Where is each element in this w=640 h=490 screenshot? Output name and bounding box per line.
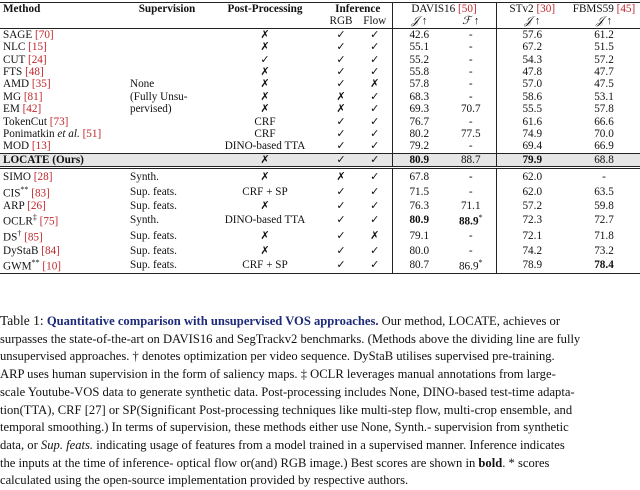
stv2-j-cell: 79.9 bbox=[496, 153, 568, 167]
rgb-cell: ✓ bbox=[336, 53, 346, 66]
davis-f-cell bbox=[446, 212, 496, 228]
fbms-j-cell: 59.8 bbox=[594, 199, 614, 212]
flow-cell: ✓ bbox=[358, 257, 392, 274]
method-name: CIS bbox=[3, 187, 21, 200]
method-mark: ‡ bbox=[32, 213, 37, 223]
davis-f-cell bbox=[446, 28, 496, 41]
davis-j-cell: 57.8 bbox=[392, 78, 446, 90]
header-davis-f: ℱ ↑ bbox=[462, 15, 480, 28]
table-row bbox=[0, 200, 640, 212]
davis-j-cell: 80.9 bbox=[392, 153, 446, 167]
post-processing-cell: CRF + SP bbox=[206, 257, 324, 274]
stv2-j-cell: 57.2 bbox=[496, 200, 568, 212]
stv2-j-cell: 55.5 bbox=[496, 103, 568, 115]
post-processing-cell: CRF bbox=[254, 128, 276, 141]
method-name: GWM bbox=[3, 260, 32, 273]
stv2-j-cell: 72.1 bbox=[496, 228, 568, 244]
stv2-j-cell: 57.0 bbox=[496, 78, 568, 90]
rgb-cell: ✓ bbox=[336, 230, 346, 243]
supervised-rows bbox=[0, 168, 640, 274]
davis-f-value: - bbox=[468, 28, 473, 41]
method-cell bbox=[0, 228, 128, 244]
header-flow: Flow bbox=[363, 15, 387, 28]
davis-f-value: - bbox=[468, 171, 473, 184]
method-cell bbox=[0, 54, 128, 66]
davis-f-value: - bbox=[468, 140, 473, 153]
method-name: SIMO bbox=[3, 171, 31, 184]
flow-cell: ✓ bbox=[370, 115, 380, 128]
stv2-j-cell: 58.6 bbox=[496, 91, 568, 103]
fbms-j-cell: 78.4 bbox=[568, 257, 640, 274]
method-cell bbox=[0, 66, 128, 78]
table-row bbox=[0, 228, 640, 244]
method-cell bbox=[0, 245, 128, 257]
post-processing-cell: ✗ bbox=[260, 78, 270, 91]
fbms-j-cell: 47.5 bbox=[594, 78, 614, 91]
stv2-j-cell: 69.4 bbox=[496, 140, 568, 153]
fbms-j-cell: 51.5 bbox=[594, 41, 614, 54]
unsupervised-rows bbox=[0, 28, 640, 153]
table-row bbox=[0, 41, 640, 53]
stv2-j-cell: 67.2 bbox=[496, 41, 568, 53]
table-row bbox=[0, 78, 640, 90]
davis-f-cell bbox=[446, 245, 496, 257]
method-name: LOCATE (Ours) bbox=[3, 153, 84, 166]
header-davis: DAVIS16 [50] bbox=[392, 3, 496, 16]
supervision-cell: Synth. bbox=[130, 214, 159, 227]
post-processing-cell: CRF bbox=[254, 115, 276, 128]
flow-cell: ✓ bbox=[370, 53, 380, 66]
supervision-cell: (Fully Unsu- bbox=[130, 90, 188, 103]
davis-j-cell: 76.3 bbox=[392, 200, 446, 212]
rgb-cell: ✓ bbox=[336, 115, 346, 128]
table-row bbox=[0, 103, 640, 115]
post-processing-cell: ✗ bbox=[260, 28, 270, 41]
supervision-cell: None bbox=[130, 78, 155, 91]
davis-f-cell bbox=[446, 128, 496, 140]
method-name: DyStaB bbox=[3, 244, 39, 257]
post-processing-cell: DINO-based TTA bbox=[224, 214, 306, 227]
method-name: OCLR bbox=[3, 215, 33, 228]
method-ref: [85] bbox=[24, 232, 43, 245]
stv2-j-cell: 57.6 bbox=[496, 28, 568, 41]
method-cell bbox=[0, 91, 128, 103]
header-inference: Inference bbox=[335, 3, 381, 15]
fbms-j-cell: 68.8 bbox=[568, 153, 640, 167]
caption-line-7: temporal smoothing.) In terms of supervision, these methods either use None, Synth.- supervision from synthetic bbox=[0, 420, 569, 435]
davis-j-cell: 80.9 bbox=[392, 212, 446, 228]
stv2-j-cell: 72.3 bbox=[496, 212, 568, 228]
davis-f-value: - bbox=[468, 230, 473, 243]
rgb-cell: ✓ bbox=[336, 28, 346, 41]
post-processing-cell: ✗ bbox=[206, 168, 324, 184]
post-processing-cell: ✗ bbox=[260, 244, 270, 257]
davis-j-cell: 69.3 bbox=[392, 103, 446, 115]
method-mark: ** bbox=[31, 257, 40, 267]
method-ref: [48] bbox=[25, 66, 44, 79]
rgb-cell: ✓ bbox=[336, 78, 346, 91]
rgb-cell: ✗ bbox=[324, 168, 358, 184]
flow-cell: ✓ bbox=[370, 128, 380, 141]
method-ref: [84] bbox=[41, 244, 60, 257]
method-cell bbox=[0, 140, 128, 153]
supervision-cell: Sup. feats. bbox=[128, 257, 206, 274]
fbms-j-cell: 57.8 bbox=[594, 103, 614, 116]
davis-f-value: 71.1 bbox=[460, 199, 481, 212]
table-row bbox=[0, 168, 640, 184]
davis-f-cell bbox=[446, 41, 496, 53]
post-processing-cell: ✗ bbox=[260, 90, 270, 103]
caption-line-1: Table 1: Quantitative comparison with unsupervised VOS approaches. Our method, LOCATE, achieves or bbox=[0, 313, 561, 328]
davis-j-cell: 42.6 bbox=[392, 28, 446, 41]
rgb-cell: ✓ bbox=[336, 199, 346, 212]
davis-f-cell bbox=[446, 257, 496, 274]
fbms-j-cell: 63.5 bbox=[594, 185, 614, 198]
stv2-j-cell: 47.8 bbox=[496, 66, 568, 78]
table-row bbox=[0, 140, 640, 153]
caption-line-6: tion(TTA), CRF [27] or SP(Significant Post-processing techniques like multi-step flow, multi-crop ensemble, and bbox=[0, 402, 573, 417]
results-table bbox=[0, 2, 640, 274]
method-ref: [35] bbox=[31, 78, 51, 91]
method-cell bbox=[0, 128, 128, 140]
stv2-j-cell: 54.3 bbox=[496, 54, 568, 66]
davis-f-value: 88.9 bbox=[458, 215, 479, 228]
davis-f-cell bbox=[446, 153, 496, 167]
method-ref: [83] bbox=[31, 187, 50, 200]
davis-f-value: 77.5 bbox=[460, 128, 481, 141]
fbms-j-cell: 66.9 bbox=[594, 140, 614, 153]
results-table-container bbox=[0, 2, 640, 274]
davis-f-cell bbox=[446, 91, 496, 103]
davis-f-value: 86.9 bbox=[458, 260, 479, 273]
caption-line-10: calculated using the open-source implementation provided by respective authors. bbox=[0, 473, 409, 488]
flow-cell: ✓ bbox=[370, 41, 380, 54]
davis-f-value: 88.7 bbox=[460, 153, 481, 166]
method-name: FTS bbox=[3, 66, 23, 79]
flow-cell: ✗ bbox=[370, 78, 380, 91]
rgb-cell: ✓ bbox=[324, 257, 358, 274]
supervision-cell bbox=[128, 116, 206, 128]
method-ref: [10] bbox=[42, 260, 62, 273]
fbms-j-cell: 70.0 bbox=[594, 128, 614, 141]
post-processing-cell: ✗ bbox=[260, 230, 270, 243]
post-processing-cell: ✗ bbox=[260, 41, 270, 54]
supervision-cell: Sup. feats. bbox=[130, 199, 177, 212]
davis-f-cell bbox=[446, 184, 496, 200]
method-cell bbox=[0, 78, 128, 90]
davis-f-value: - bbox=[468, 90, 473, 103]
davis-j-cell: 68.3 bbox=[392, 91, 446, 103]
supervision-cell bbox=[128, 153, 206, 167]
fbms-j-cell: 72.7 bbox=[594, 214, 614, 227]
stv2-j-cell: 61.6 bbox=[496, 116, 568, 128]
caption-line-8: data, or Sup. feats. indicating usage of features from a model trained in a supervised manner. Inference indicates bbox=[0, 437, 565, 452]
method-ref: [70] bbox=[35, 28, 54, 41]
method-name: DS bbox=[3, 232, 18, 245]
supervision-cell: Sup. feats. bbox=[130, 230, 177, 243]
davis-j-cell: 71.5 bbox=[392, 184, 446, 200]
table-row bbox=[0, 153, 640, 167]
method-mark: ** bbox=[20, 184, 29, 194]
fbms-j-cell: 53.1 bbox=[594, 90, 614, 103]
davis-f-value: - bbox=[468, 53, 473, 66]
score-mark: * bbox=[478, 213, 483, 223]
caption-line-4: ARP uses human supervision in the form of saliency maps. ‡ OCLR leverages manual annotations from large- bbox=[0, 367, 556, 382]
davis-f-cell bbox=[446, 168, 496, 184]
davis-j-cell: 76.7 bbox=[392, 116, 446, 128]
caption-title: Quantitative comparison with unsupervised VOS approaches. bbox=[46, 314, 379, 328]
method-name-italic: et al. bbox=[57, 128, 80, 141]
rgb-cell: ✗ bbox=[336, 90, 346, 103]
method-name: CUT bbox=[3, 53, 26, 66]
method-ref: [13] bbox=[31, 140, 51, 153]
fbms-j-cell: 61.2 bbox=[594, 28, 614, 41]
flow-cell: ✓ bbox=[370, 103, 380, 116]
supervision-cell: Sup. feats. bbox=[130, 244, 177, 257]
davis-f-value: - bbox=[468, 66, 473, 79]
davis-j-cell: 80.0 bbox=[392, 245, 446, 257]
davis-f-cell bbox=[446, 140, 496, 153]
method-name: NLC bbox=[3, 41, 26, 54]
flow-cell: ✓ bbox=[370, 199, 380, 212]
davis-j-cell: 79.2 bbox=[392, 140, 446, 153]
post-processing-cell: ✓ bbox=[260, 53, 270, 66]
stv2-j-cell: 62.0 bbox=[496, 184, 568, 200]
rgb-cell: ✓ bbox=[336, 244, 346, 257]
stv2-j-cell: 62.0 bbox=[496, 168, 568, 184]
supervision-cell bbox=[128, 54, 206, 66]
davis-f-cell bbox=[446, 66, 496, 78]
davis-f-value: - bbox=[468, 115, 473, 128]
davis-f-value: - bbox=[468, 244, 473, 257]
flow-cell: ✓ bbox=[370, 90, 380, 103]
supervision-cell bbox=[128, 128, 206, 140]
stv2-j-cell: 74.9 bbox=[496, 128, 568, 140]
post-processing-cell: ✗ bbox=[206, 153, 324, 167]
method-ref: [24] bbox=[27, 53, 47, 66]
method-cell bbox=[0, 103, 128, 115]
method-mark: † bbox=[17, 229, 22, 239]
header-supervision: Supervision bbox=[138, 3, 196, 15]
stv2-j-cell: 74.2 bbox=[496, 245, 568, 257]
davis-f-cell bbox=[446, 116, 496, 128]
davis-f-cell bbox=[446, 228, 496, 244]
method-name: AMD bbox=[3, 78, 30, 91]
caption-line-3: unsupervised approaches. † denotes optimization per video sequence. DyStaB utilises supervised pre-training. bbox=[0, 349, 555, 364]
method-name: MOD bbox=[3, 140, 30, 153]
flow-cell: ✓ bbox=[370, 244, 380, 257]
method-cell bbox=[0, 257, 128, 274]
fbms-j-cell: 57.2 bbox=[594, 53, 614, 66]
method-cell bbox=[0, 212, 128, 228]
davis-f-value: - bbox=[468, 185, 473, 198]
method-name: SAGE bbox=[3, 28, 33, 41]
table-caption bbox=[0, 312, 640, 490]
supervision-cell: Sup. feats. bbox=[130, 185, 177, 198]
method-name: TokenCut bbox=[3, 115, 47, 128]
method-name: Ponimatkin bbox=[3, 128, 58, 141]
table-row bbox=[0, 54, 640, 66]
stv2-j-cell: 78.9 bbox=[496, 257, 568, 274]
header-davis-j: 𝒥 ↑ bbox=[392, 15, 446, 28]
supervision-cell: pervised) bbox=[130, 103, 172, 116]
fbms-j-cell: 73.2 bbox=[594, 244, 614, 257]
supervision-cell bbox=[128, 66, 206, 78]
flow-cell: ✓ bbox=[370, 140, 380, 153]
table-row bbox=[0, 184, 640, 200]
davis-j-cell: 55.1 bbox=[392, 41, 446, 53]
method-ref: [42] bbox=[22, 103, 42, 116]
method-cell bbox=[0, 168, 128, 184]
method-ref: [26] bbox=[27, 199, 46, 212]
davis-f-value: 70.7 bbox=[460, 103, 481, 116]
header-stv2: STv2 [30] bbox=[496, 3, 568, 16]
method-name: ARP bbox=[3, 199, 25, 212]
table-row bbox=[0, 128, 640, 140]
method-name: MG bbox=[3, 90, 22, 103]
method-ref: [15] bbox=[28, 41, 47, 54]
method-ref: [51] bbox=[82, 128, 102, 141]
table-row bbox=[0, 91, 640, 103]
caption-line-9: the inputs at the time of inference- optical flow or(and) RGB image.) Best scores are shown in bold. * scores bbox=[0, 455, 550, 470]
flow-cell: ✓ bbox=[358, 153, 392, 167]
caption-line-2: surpasses the state-of-the-art on DAVIS16 and SegTrackv2 benchmarks. (Methods above the dividing line are fully bbox=[0, 331, 581, 346]
method-cell bbox=[0, 184, 128, 200]
post-processing-cell: DINO-based TTA bbox=[224, 140, 306, 153]
supervision-cell bbox=[128, 41, 206, 53]
davis-f-cell bbox=[446, 200, 496, 212]
flow-cell: ✓ bbox=[370, 185, 380, 198]
post-processing-cell: CRF + SP bbox=[242, 185, 288, 198]
method-ref: [81] bbox=[23, 90, 43, 103]
table-row bbox=[0, 212, 640, 228]
header-rgb: RGB bbox=[329, 15, 353, 28]
flow-cell: ✓ bbox=[358, 168, 392, 184]
davis-f-value: - bbox=[468, 78, 473, 91]
table-row bbox=[0, 28, 640, 41]
davis-j-cell: 80.2 bbox=[392, 128, 446, 140]
rgb-cell: ✓ bbox=[336, 140, 346, 153]
post-processing-cell: ✗ bbox=[260, 66, 270, 79]
header-fbms-j: 𝒥 ↑ bbox=[595, 15, 613, 28]
fbms-j-cell: 47.7 bbox=[594, 66, 614, 79]
rgb-cell: ✓ bbox=[336, 66, 346, 79]
supervision-cell: Synth. bbox=[128, 168, 206, 184]
header-stv2-j: 𝒥 ↑ bbox=[496, 15, 568, 28]
supervision-cell bbox=[128, 140, 206, 153]
method-cell bbox=[0, 28, 128, 41]
method-cell bbox=[0, 41, 128, 53]
davis-f-value: - bbox=[468, 41, 473, 54]
flow-cell: ✓ bbox=[370, 214, 380, 227]
davis-j-cell: 55.8 bbox=[392, 66, 446, 78]
rgb-cell: ✓ bbox=[336, 41, 346, 54]
table-row bbox=[0, 245, 640, 257]
header-method: Method bbox=[3, 3, 41, 15]
fbms-j-cell: 71.8 bbox=[594, 230, 614, 243]
davis-j-cell: 80.7 bbox=[392, 257, 446, 274]
method-cell bbox=[0, 153, 128, 167]
supervision-cell bbox=[128, 28, 206, 41]
method-ref: [73] bbox=[49, 115, 69, 128]
rgb-cell: ✓ bbox=[324, 153, 358, 167]
davis-j-cell: 55.2 bbox=[392, 54, 446, 66]
davis-f-cell bbox=[446, 103, 496, 115]
table-row bbox=[0, 257, 640, 274]
header-post-processing: Post-Processing bbox=[227, 3, 303, 15]
header-fbms: FBMS59 [45] bbox=[572, 3, 636, 15]
davis-j-cell: 79.1 bbox=[392, 228, 446, 244]
fbms-j-cell: 66.6 bbox=[594, 115, 614, 128]
flow-cell: ✓ bbox=[370, 28, 380, 41]
rgb-cell: ✓ bbox=[336, 128, 346, 141]
method-cell bbox=[0, 200, 128, 212]
post-processing-cell: ✗ bbox=[260, 199, 270, 212]
flow-cell: ✓ bbox=[370, 66, 380, 79]
flow-cell: ✗ bbox=[370, 230, 380, 243]
caption-line-5: scale Youtube-VOS data to generate synthetic data. Post-processing includes None, DINO-based test-time adapta- bbox=[0, 384, 575, 399]
davis-f-cell bbox=[446, 54, 496, 66]
table-row bbox=[0, 66, 640, 78]
rgb-cell: ✗ bbox=[336, 103, 346, 116]
fbms-j-cell: - bbox=[568, 168, 640, 184]
table-row bbox=[0, 116, 640, 128]
ours-row-group bbox=[0, 153, 640, 167]
post-processing-cell: ✗ bbox=[260, 103, 270, 116]
method-cell bbox=[0, 116, 128, 128]
method-name: EM bbox=[3, 103, 20, 116]
davis-j-cell: 67.8 bbox=[392, 168, 446, 184]
score-mark: * bbox=[478, 257, 483, 267]
davis-f-cell bbox=[446, 78, 496, 90]
rgb-cell: ✓ bbox=[336, 185, 346, 198]
method-ref: [28] bbox=[33, 171, 53, 184]
rgb-cell: ✓ bbox=[336, 214, 346, 227]
method-ref: [75] bbox=[39, 215, 59, 228]
